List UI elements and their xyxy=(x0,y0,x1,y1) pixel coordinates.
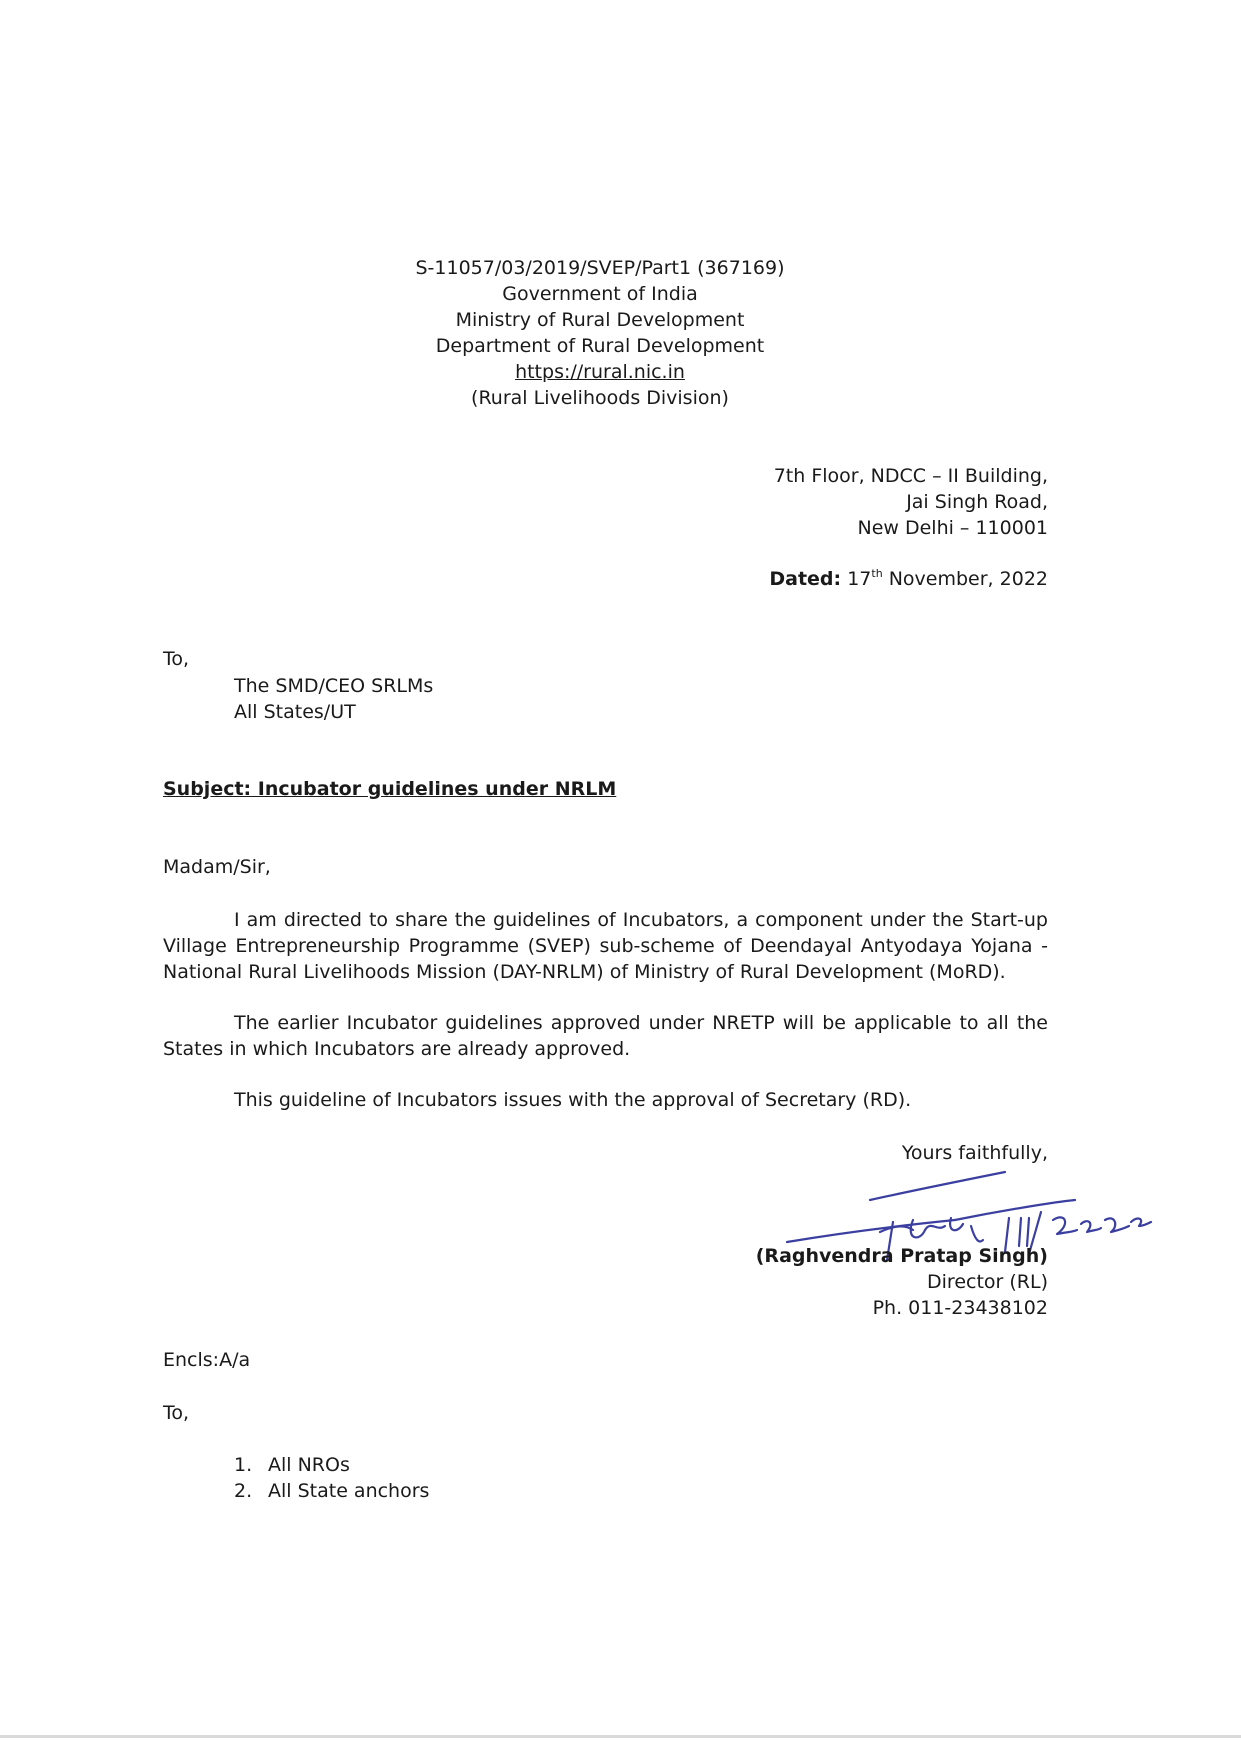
dated-label: Dated: xyxy=(769,568,842,590)
salutation: Madam/Sir, xyxy=(163,856,271,878)
list-item xyxy=(234,1478,429,1504)
list-item xyxy=(234,1452,429,1478)
signer-designation: Director (RL) xyxy=(927,1271,1048,1293)
list-item-text: All State anchors xyxy=(268,1480,430,1502)
date-month-year: November, 2022 xyxy=(888,568,1048,590)
copy-to-list xyxy=(234,1452,429,1504)
recipient-line-2: All States/UT xyxy=(234,701,356,723)
to-label: To, xyxy=(163,648,190,670)
recipient-line-1: The SMD/CEO SRLMs xyxy=(234,675,434,697)
closing: Yours faithfully, xyxy=(901,1142,1048,1164)
list-item-number: 2. xyxy=(234,1480,253,1502)
signer-phone: Ph. 011-23438102 xyxy=(872,1297,1048,1319)
signer-block xyxy=(756,1243,1048,1321)
body-paragraph-2: The earlier Incubator guidelines approved under NRETP will be applicable to all the States in which Incubators are already approved. xyxy=(163,1012,1048,1060)
office-address xyxy=(774,463,1048,541)
address-line-3: New Delhi – 110001 xyxy=(857,517,1048,539)
file-number: S-11057/03/2019/SVEP/Part1 (367169) xyxy=(415,257,785,279)
date-day-suffix: th xyxy=(871,567,883,580)
body-paragraph-1: I am directed to share the guidelines of Incubators, a component under the Start-up Village Entrepreneurship Programme (SVEP) sub-scheme of Deendayal Antyodaya Yojana - National Rural Livelihoods Mission (DAY-NRLM) of Ministry of Rural Development (MoRD). xyxy=(163,909,1048,983)
ministry-name: Ministry of Rural Development xyxy=(455,309,745,331)
signer-name: (Raghvendra Pratap Singh) xyxy=(755,1245,1048,1267)
address-line-1: 7th Floor, NDCC – II Building, xyxy=(773,465,1048,487)
list-item-number: 1. xyxy=(234,1454,253,1476)
scan-edge-line xyxy=(0,1735,1241,1738)
body-paragraph-3: This guideline of Incubators issues with the approval of Secretary (RD). xyxy=(234,1089,912,1111)
copy-to-label: To, xyxy=(163,1402,190,1424)
department-name: Department of Rural Development xyxy=(435,335,765,357)
subject-line: Subject: Incubator guidelines under NRLM xyxy=(163,778,617,800)
government-name: Government of India xyxy=(502,283,698,305)
division-name: (Rural Livelihoods Division) xyxy=(471,387,729,409)
date-line xyxy=(769,566,1048,592)
list-item-text: All NROs xyxy=(268,1454,350,1476)
letterhead xyxy=(300,255,900,411)
recipient-block xyxy=(234,673,433,725)
date-day: 17 xyxy=(847,568,872,590)
enclosure-note: Encls:A/a xyxy=(163,1349,251,1371)
website-link[interactable]: https://rural.nic.in xyxy=(515,361,685,383)
address-line-2: Jai Singh Road, xyxy=(906,491,1048,513)
